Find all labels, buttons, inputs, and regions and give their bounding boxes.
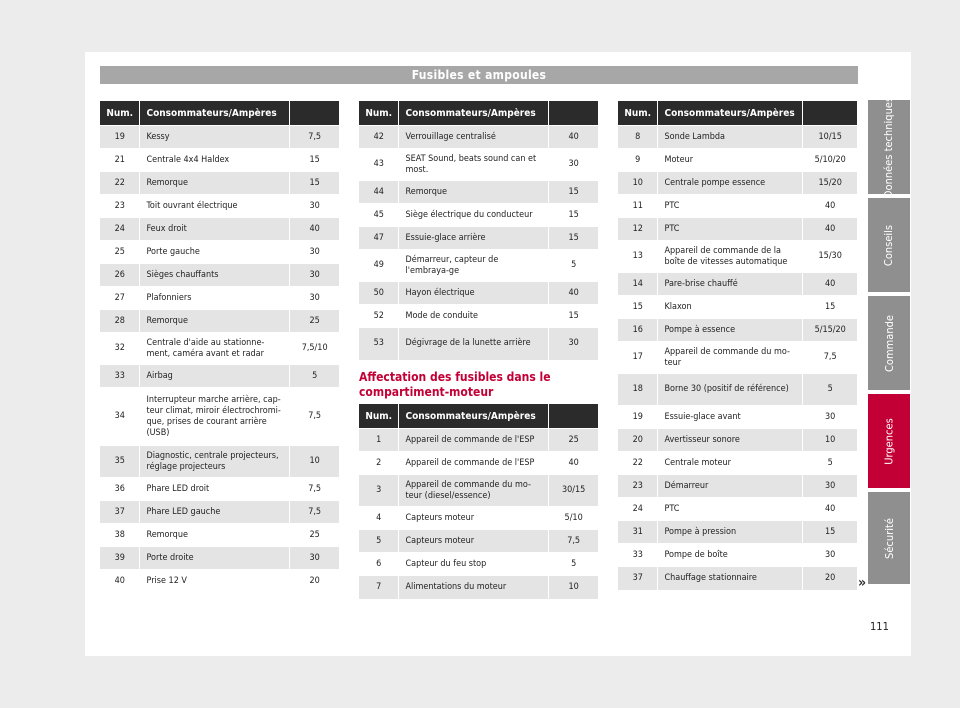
fuse-number: 15 <box>618 296 658 319</box>
consumer-name: Capteurs moteur <box>399 530 549 553</box>
amperage: 10 <box>290 446 340 478</box>
fuse-number: 19 <box>618 406 658 429</box>
table-row <box>618 241 858 273</box>
consumer-name: PTC <box>658 218 803 241</box>
amperage: 40 <box>549 452 599 475</box>
consumer-name: PTC <box>658 195 803 218</box>
fuse-number: 22 <box>100 172 140 195</box>
col-header-amp <box>290 101 340 126</box>
amperage: 5/10/20 <box>803 149 858 172</box>
col-header-num: Num. <box>618 101 658 126</box>
table-row <box>100 126 340 149</box>
table-row <box>100 524 340 547</box>
tab-label: Commande <box>882 314 896 372</box>
tab-commande[interactable] <box>868 296 910 390</box>
amperage: 40 <box>290 218 340 241</box>
consumer-name: Feux droit <box>140 218 290 241</box>
amperage: 7,5 <box>290 126 340 149</box>
col-header-num: Num. <box>100 101 140 126</box>
amperage: 5 <box>803 452 858 475</box>
fuse-number: 8 <box>618 126 658 149</box>
fuse-number: 20 <box>618 429 658 452</box>
fuse-number: 43 <box>359 149 399 181</box>
fuse-number: 28 <box>100 310 140 333</box>
fuse-number: 53 <box>359 328 399 360</box>
table-row <box>618 319 858 342</box>
amperage: 7,5 <box>549 530 599 553</box>
fuse-number: 22 <box>618 452 658 475</box>
tab-label: Données techniques <box>882 96 896 198</box>
fuse-number: 24 <box>100 218 140 241</box>
consumer-name: Siège électrique du conducteur <box>399 204 549 227</box>
amperage: 15 <box>803 521 858 544</box>
amperage: 7,5 <box>803 342 858 374</box>
fuse-number: 14 <box>618 273 658 296</box>
tab-securite[interactable] <box>868 492 910 584</box>
amperage: 30 <box>549 328 599 360</box>
fuse-number: 3 <box>359 475 399 507</box>
amperage: 15/30 <box>803 241 858 273</box>
consumer-name: Borne 30 (positif de référence) <box>658 374 803 406</box>
consumer-name: Capteurs moteur <box>399 507 549 530</box>
consumer-name: Pompe à pression <box>658 521 803 544</box>
fuse-number: 23 <box>618 475 658 498</box>
amperage: 7,5 <box>290 501 340 524</box>
fuse-number: 33 <box>618 544 658 567</box>
page-title: Fusibles et ampoules <box>100 66 858 84</box>
fuse-number: 23 <box>100 195 140 218</box>
table-row <box>100 388 340 446</box>
consumer-name: Phare LED droit <box>140 478 290 501</box>
col-header-consumer: Consommateurs/Ampères <box>399 404 549 429</box>
fuse-number: 45 <box>359 204 399 227</box>
table-row <box>359 181 599 204</box>
table-row <box>100 218 340 241</box>
fuse-number: 47 <box>359 227 399 250</box>
consumer-name: Remorque <box>140 524 290 547</box>
fuse-number: 39 <box>100 547 140 570</box>
table-row <box>359 149 599 181</box>
consumer-name: Appareil de commande de l'ESP <box>399 452 549 475</box>
consumer-name: Centrale pompe essence <box>658 172 803 195</box>
amperage: 25 <box>290 310 340 333</box>
table-row <box>618 429 858 452</box>
amperage: 40 <box>803 195 858 218</box>
fuse-number: 19 <box>100 126 140 149</box>
table-row <box>100 264 340 287</box>
fuse-number: 27 <box>100 287 140 310</box>
table-row <box>618 374 858 406</box>
fuse-number: 5 <box>359 530 399 553</box>
table-row <box>618 544 858 567</box>
fuse-number: 21 <box>100 149 140 172</box>
consumer-name: Dégivrage de la lunette arrière <box>399 328 549 360</box>
consumer-name: Démarreur <box>658 475 803 498</box>
table-row <box>359 429 599 452</box>
table-row <box>618 452 858 475</box>
consumer-name: Sièges chauffants <box>140 264 290 287</box>
consumer-name: Appareil de commande de la boîte de vitesses automatique <box>658 241 803 273</box>
amperage: 7,5 <box>290 478 340 501</box>
table-row <box>359 328 599 360</box>
fuse-number: 34 <box>100 388 140 446</box>
amperage: 20 <box>290 570 340 593</box>
amperage: 15/20 <box>803 172 858 195</box>
amperage: 30 <box>290 195 340 218</box>
amperage: 30 <box>290 264 340 287</box>
fuse-number: 24 <box>618 498 658 521</box>
amperage: 15 <box>290 172 340 195</box>
amperage: 5/15/20 <box>803 319 858 342</box>
amperage: 30 <box>803 475 858 498</box>
amperage: 40 <box>549 126 599 149</box>
amperage: 30 <box>803 406 858 429</box>
consumer-name: Porte gauche <box>140 241 290 264</box>
table-row <box>359 282 599 305</box>
fuse-number: 18 <box>618 374 658 406</box>
consumer-name: Pare-brise chauffé <box>658 273 803 296</box>
amperage: 15 <box>290 149 340 172</box>
amperage: 7,5/10 <box>290 333 340 365</box>
fuse-number: 31 <box>618 521 658 544</box>
fuse-number: 37 <box>618 567 658 590</box>
consumer-name: Verrouillage centralisé <box>399 126 549 149</box>
table-row <box>100 333 340 365</box>
tab-urgences[interactable] <box>868 394 910 488</box>
table-row <box>100 570 340 593</box>
consumer-name: Pompe à essence <box>658 319 803 342</box>
tab-conseils[interactable] <box>868 198 910 292</box>
fuse-table-3 <box>359 404 599 599</box>
table-row <box>100 310 340 333</box>
table-row <box>359 576 599 599</box>
fuse-number: 11 <box>618 195 658 218</box>
table-row <box>359 553 599 576</box>
amperage: 5 <box>290 365 340 388</box>
tab-label: Urgences <box>882 417 896 465</box>
amperage: 30 <box>290 287 340 310</box>
fuse-number: 26 <box>100 264 140 287</box>
consumer-name: Porte droite <box>140 547 290 570</box>
fuse-number: 32 <box>100 333 140 365</box>
table-row <box>100 195 340 218</box>
fuse-table-2 <box>359 101 599 360</box>
amperage: 30 <box>290 241 340 264</box>
amperage: 20 <box>803 567 858 590</box>
table-row <box>618 342 858 374</box>
col-header-consumer: Consommateurs/Ampères <box>140 101 290 126</box>
consumer-name: Appareil de commande de l'ESP <box>399 429 549 452</box>
consumer-name: Capteur du feu stop <box>399 553 549 576</box>
fuse-number: 36 <box>100 478 140 501</box>
amperage: 30/15 <box>549 475 599 507</box>
fuse-number: 9 <box>618 149 658 172</box>
fuse-number: 1 <box>359 429 399 452</box>
table-row <box>359 475 599 507</box>
consumer-name: Klaxon <box>658 296 803 319</box>
amperage: 5 <box>803 374 858 406</box>
consumer-name: Centrale d'aide au stationne-ment, caméra avant et radar <box>140 333 290 365</box>
fuse-number: 4 <box>359 507 399 530</box>
amperage: 15 <box>549 181 599 204</box>
amperage: 25 <box>290 524 340 547</box>
consumer-name: Toit ouvrant électrique <box>140 195 290 218</box>
fuse-number: 33 <box>100 365 140 388</box>
table-row <box>618 218 858 241</box>
table-row <box>618 567 858 590</box>
table-row <box>359 227 599 250</box>
consumer-name: Sonde Lambda <box>658 126 803 149</box>
amperage: 10 <box>803 429 858 452</box>
consumer-name: Plafonniers <box>140 287 290 310</box>
consumer-name: Chauffage stationnaire <box>658 567 803 590</box>
fuse-number: 17 <box>618 342 658 374</box>
table-row <box>100 149 340 172</box>
col-header-amp <box>549 404 599 429</box>
table-row <box>618 296 858 319</box>
amperage: 40 <box>549 282 599 305</box>
amperage: 7,5 <box>290 388 340 446</box>
table-row <box>359 305 599 328</box>
fuse-number: 40 <box>100 570 140 593</box>
consumer-name: Alimentations du moteur <box>399 576 549 599</box>
table-row <box>618 521 858 544</box>
consumer-name: Prise 12 V <box>140 570 290 593</box>
table-row <box>618 498 858 521</box>
consumer-name: Centrale 4x4 Haldex <box>140 149 290 172</box>
fuse-number: 50 <box>359 282 399 305</box>
consumer-name: Diagnostic, centrale projecteurs, réglage projecteurs <box>140 446 290 478</box>
fuse-number: 42 <box>359 126 399 149</box>
amperage: 10/15 <box>803 126 858 149</box>
table-row <box>100 446 340 478</box>
amperage: 15 <box>549 305 599 328</box>
table-row <box>359 530 599 553</box>
table-row <box>618 475 858 498</box>
consumer-name: SEAT Sound, beats sound can et most. <box>399 149 549 181</box>
consumer-name: Moteur <box>658 149 803 172</box>
fuse-number: 35 <box>100 446 140 478</box>
fuse-number: 2 <box>359 452 399 475</box>
table-row <box>618 195 858 218</box>
table-row <box>100 547 340 570</box>
col-header-amp <box>803 101 858 126</box>
consumer-name: Airbag <box>140 365 290 388</box>
fuse-number: 44 <box>359 181 399 204</box>
consumer-name: Centrale moteur <box>658 452 803 475</box>
consumer-name: Avertisseur sonore <box>658 429 803 452</box>
fuse-number: 12 <box>618 218 658 241</box>
table-row <box>618 126 858 149</box>
consumer-name: Démarreur, capteur de l'embraya-ge <box>399 250 549 282</box>
amperage: 30 <box>290 547 340 570</box>
consumer-name: Appareil de commande du mo-teur (diesel/essence) <box>399 475 549 507</box>
col-header-consumer: Consommateurs/Ampères <box>399 101 549 126</box>
fuse-number: 10 <box>618 172 658 195</box>
table-row <box>618 172 858 195</box>
consumer-name: Essuie-glace avant <box>658 406 803 429</box>
section-subtitle: Affectation des fusibles dans le compartiment-moteur <box>359 370 551 399</box>
consumer-name: Kessy <box>140 126 290 149</box>
table-row <box>618 406 858 429</box>
amperage: 40 <box>803 218 858 241</box>
tab-label: Sécurité <box>882 517 896 559</box>
fuse-number: 38 <box>100 524 140 547</box>
tab-label: Conseils <box>882 224 896 266</box>
table-row <box>359 204 599 227</box>
col-header-num: Num. <box>359 101 399 126</box>
consumer-name: Pompe de boîte <box>658 544 803 567</box>
tab-donnees-techniques[interactable] <box>868 96 910 198</box>
consumer-name: Appareil de commande du mo-teur <box>658 342 803 374</box>
col-header-num: Num. <box>359 404 399 429</box>
col-header-consumer: Consommateurs/Ampères <box>658 101 803 126</box>
fuse-number: 6 <box>359 553 399 576</box>
fuse-number: 52 <box>359 305 399 328</box>
col-header-amp <box>549 101 599 126</box>
table-row <box>100 501 340 524</box>
amperage: 5/10 <box>549 507 599 530</box>
consumer-name: Remorque <box>140 310 290 333</box>
fuse-table-1 <box>100 101 340 593</box>
consumer-name: Phare LED gauche <box>140 501 290 524</box>
table-row <box>100 287 340 310</box>
amperage: 30 <box>549 149 599 181</box>
table-row <box>100 365 340 388</box>
amperage: 25 <box>549 429 599 452</box>
fuse-table-4 <box>618 101 858 590</box>
table-row <box>359 126 599 149</box>
amperage: 40 <box>803 498 858 521</box>
amperage: 5 <box>549 553 599 576</box>
fuse-number: 37 <box>100 501 140 524</box>
next-page-icon[interactable]: » <box>858 575 867 591</box>
amperage: 15 <box>549 227 599 250</box>
amperage: 15 <box>803 296 858 319</box>
consumer-name: Interrupteur marche arrière, cap-teur climat, miroir électrochromi-que, prises de courant arrière (USB) <box>140 388 290 446</box>
fuse-number: 25 <box>100 241 140 264</box>
consumer-name: Hayon électrique <box>399 282 549 305</box>
consumer-name: PTC <box>658 498 803 521</box>
amperage: 5 <box>549 250 599 282</box>
fuse-number: 16 <box>618 319 658 342</box>
table-row <box>100 478 340 501</box>
amperage: 10 <box>549 576 599 599</box>
table-row <box>100 172 340 195</box>
fuse-number: 49 <box>359 250 399 282</box>
amperage: 15 <box>549 204 599 227</box>
table-row <box>359 507 599 530</box>
consumer-name: Essuie-glace arrière <box>399 227 549 250</box>
fuse-number: 7 <box>359 576 399 599</box>
consumer-name: Remorque <box>399 181 549 204</box>
consumer-name: Mode de conduite <box>399 305 549 328</box>
amperage: 30 <box>803 544 858 567</box>
table-row <box>100 241 340 264</box>
fuse-number: 13 <box>618 241 658 273</box>
table-row <box>359 452 599 475</box>
table-row <box>618 149 858 172</box>
amperage: 40 <box>803 273 858 296</box>
table-row <box>359 250 599 282</box>
page-number: 111 <box>870 620 889 633</box>
table-row <box>618 273 858 296</box>
consumer-name: Remorque <box>140 172 290 195</box>
